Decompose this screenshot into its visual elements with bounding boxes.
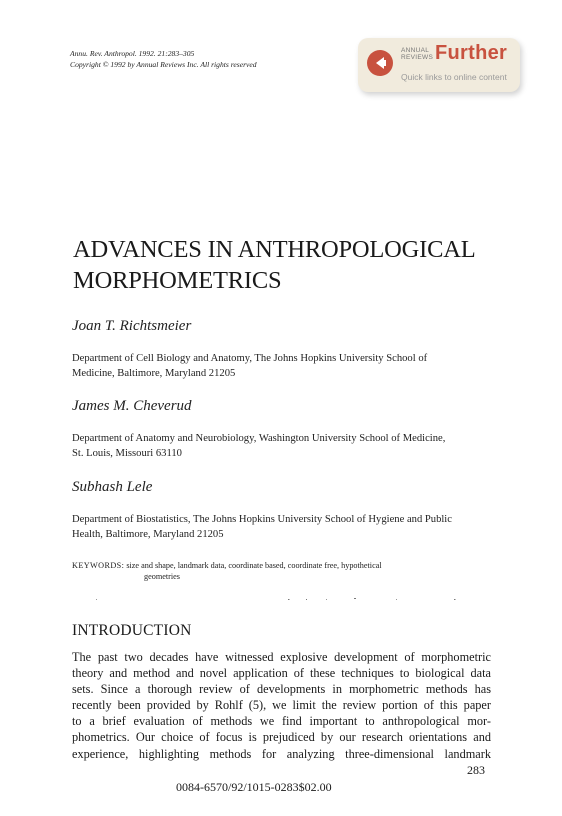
affiliation-line: Department of Biostatistics, The Johns Hopkins University School of Hygiene and Public — [72, 514, 452, 525]
affiliation-line: Health, Baltimore, Maryland 21205 — [72, 529, 224, 540]
keywords-continuation: geometries — [144, 572, 180, 581]
title-line-1: ADVANCES IN ANTHROPOLOGICAL — [73, 236, 476, 263]
journal-citation — [70, 48, 257, 70]
badge-annual-text: ANNUAL — [401, 47, 430, 54]
speaker-arrow-icon — [367, 50, 393, 76]
author-name-2: James M. Cheverud — [72, 398, 192, 414]
affiliation-line: Department of Anatomy and Neurobiology, Washington University School of Medicine, — [72, 433, 446, 444]
keywords-first-line — [72, 560, 492, 571]
citation-line-1: Annu. Rev. Anthropol. 1992. 21:283–305 — [70, 49, 195, 58]
title-line-2: MORPHOMETRICS — [73, 267, 282, 294]
author-affiliation-1 — [72, 351, 492, 381]
article-title — [73, 234, 476, 296]
badge-reviews-text: REVIEWS — [401, 54, 434, 61]
paragraph-line: theory and method and novel application of these techniques to biological data — [72, 666, 491, 681]
paragraph-line: experience, highlighting methods for analyzing three-dimensional landmark — [72, 746, 491, 761]
author-name-1: Joan T. Richtsmeier — [72, 318, 192, 334]
section-heading-introduction: INTRODUCTION — [72, 622, 192, 639]
affiliation-line: Medicine, Baltimore, Maryland 21205 — [72, 368, 236, 379]
affiliation-line: Department of Cell Biology and Anatomy, The Johns Hopkins University School of — [72, 353, 428, 364]
paragraph-line: sets. Since a thorough review of developments in morphometric methods has — [72, 682, 491, 697]
badge-further-text: Further — [435, 42, 508, 64]
badge-annual-reviews-label — [401, 47, 433, 61]
paragraph-line: recently been provided by Rohlf (5), we limit the review portion of this paper — [72, 698, 491, 713]
introduction-paragraph — [72, 649, 491, 762]
author-affiliation-3 — [72, 512, 492, 542]
author-affiliation-2 — [72, 431, 492, 461]
author-name-3: Subhash Lele — [72, 479, 153, 495]
citation-line-2: Copyright © 1992 by Annual Reviews Inc. All rights reserved — [70, 60, 257, 69]
further-links-badge[interactable] — [358, 38, 520, 92]
paragraph-line: The past two decades have witnessed explosive development of morphometric — [72, 650, 491, 664]
scan-artifact-dots — [96, 598, 466, 602]
page-number: 283 — [467, 763, 485, 777]
keywords-text: size and shape, landmark data, coordinate based, coordinate free, hypothetical — [126, 561, 382, 570]
keywords-label: KEYWORDS: — [72, 561, 125, 570]
badge-subtitle: Quick links to online content — [401, 72, 507, 82]
article-code: 0084-6570/92/1015-0283$02.00 — [176, 780, 332, 794]
paragraph-line: phometrics. Our choice of focus is prejudiced by our research orientations and — [72, 730, 491, 745]
affiliation-line: St. Louis, Missouri 63110 — [72, 448, 182, 459]
keywords-block — [72, 560, 492, 582]
paragraph-line: to a brief evaluation of methods we find important to anthropological mor- — [72, 714, 491, 729]
